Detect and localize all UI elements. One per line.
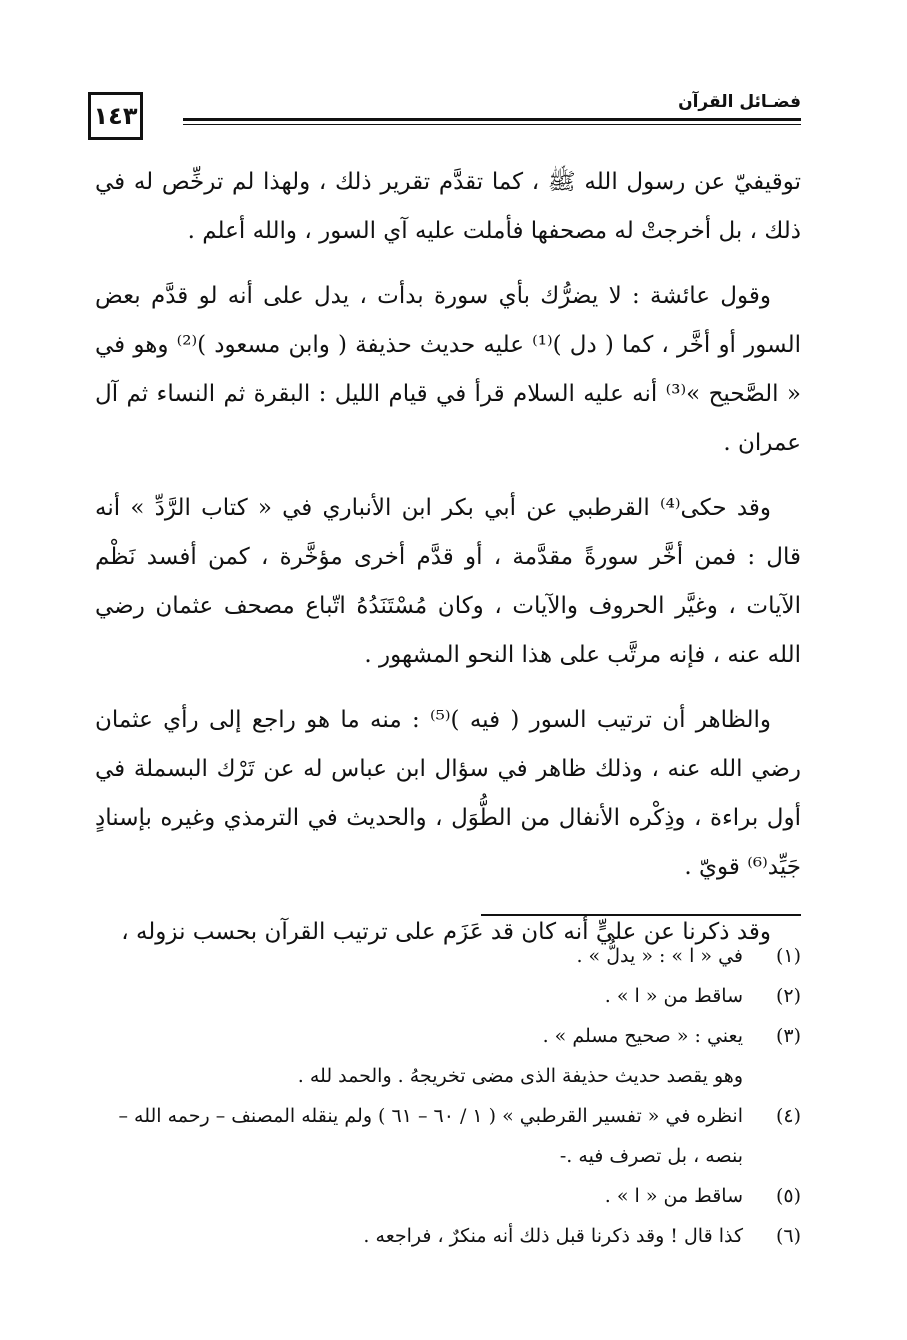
footnote [95, 1216, 801, 1256]
footnote-text: ساقط من « ا » . [604, 985, 743, 1007]
footnote-number: (٣) [775, 1025, 801, 1047]
footnote [95, 976, 801, 1016]
footnote-text: وهو يقصد حديث حذيفة الذى مضى تخريجهُ . والحمد لله . [297, 1065, 743, 1087]
footnote-text: ساقط من « ا » . [604, 1185, 743, 1207]
footnote-number: (١) [775, 945, 801, 967]
footnote-number [743, 1056, 801, 1096]
paragraph-1: توقيفيّ عن رسول الله ﷺ ، كما تقدَّم تقرير ذلك ، ولهذا لم ترخِّص له في ذلك ، بل أخرجتْ له مصحفها فأملت عليه آي السور ، والله أعلم . [95, 169, 801, 244]
footnote-text: يعني : « صحيح مسلم » . [542, 1025, 743, 1047]
footnote-number [743, 1136, 801, 1176]
footnote-continuation [95, 1056, 801, 1096]
footnote-text: كذا قال ! وقد ذكرنا قبل ذلك أنه منكرٌ ، فراجعه . [363, 1225, 743, 1247]
footnote-number: (٢) [775, 985, 801, 1007]
paragraph-3: وقد حكى⁽⁴⁾ القرطبي عن أبي بكر ابن الأنباري في « كتاب الرَّدِّ » أنه قال : فمن أخَّر سورةً مقدَّمة ، أو قدَّم أخرى مؤخَّرة ، كمن أفسد نَظْم الآيات ، وغيَّر الحروف والآيات ، وكان مُسْتَنَدُهُ اتّباع مصحف عثمان رضي الله عنه ، فإنه مرتَّب على هذا النحو المشهور . [95, 495, 801, 668]
footnote-continuation [95, 1136, 801, 1176]
main-text [95, 158, 801, 973]
page-number: ١٤٣ [88, 92, 143, 140]
footnote [95, 1016, 801, 1056]
header-rule-thick [183, 118, 801, 121]
paragraph-2: وقول عائشة : لا يضرُّك بأي سورة بدأت ، يدل على أنه لو قدَّم بعض السور أو أخَّر ، كما ( دل )⁽¹⁾ عليه حديث حذيفة ( وابن مسعود )⁽²⁾ وهو في « الصَّحيح »⁽³⁾ أنه عليه السلام قرأ في قيام الليل : البقرة ثم النساء ثم آل عمران . [95, 283, 801, 456]
footnote-number: (٥) [775, 1185, 801, 1207]
footnote [95, 1096, 801, 1136]
paragraph-4: والظاهر أن ترتيب السور ( فيه )⁽⁵⁾ : منه ما هو راجع إلى رأي عثمان رضي الله عنه ، وذلك ظاهر في سؤال ابن عباس له عن تَرْك البسملة في أول براءة ، وذِكْره الأنفال من الطُّوَل ، والحديث في الترمذي وغيره بإسنادٍ جَيِّد⁽⁶⁾ قويّ . [95, 707, 801, 880]
header-rule-thin [183, 124, 801, 125]
running-title: فضـائل القرآن [678, 92, 801, 112]
paragraph-5: وقد ذكرنا عن عليٍّ أنه كان قد عَزَم على ترتيب القرآن بحسب نزوله ، [121, 919, 771, 945]
footnote-separator [481, 914, 801, 916]
footnote-number: (٦) [775, 1225, 801, 1247]
footnote [95, 1176, 801, 1216]
footnote-text: في « ا » : « يدلُّ » . [576, 945, 743, 967]
footnote [95, 936, 801, 976]
footnote-text: انظره في « تفسير القرطبي » ( ١ / ٦٠ – ٦١ ) ولم ينقله المصنف – رحمه الله – [118, 1105, 743, 1127]
footnote-number: (٤) [775, 1105, 801, 1127]
footnote-text: بنصه ، بل تصرف فيه .- [559, 1145, 743, 1167]
footnotes [95, 936, 801, 1256]
